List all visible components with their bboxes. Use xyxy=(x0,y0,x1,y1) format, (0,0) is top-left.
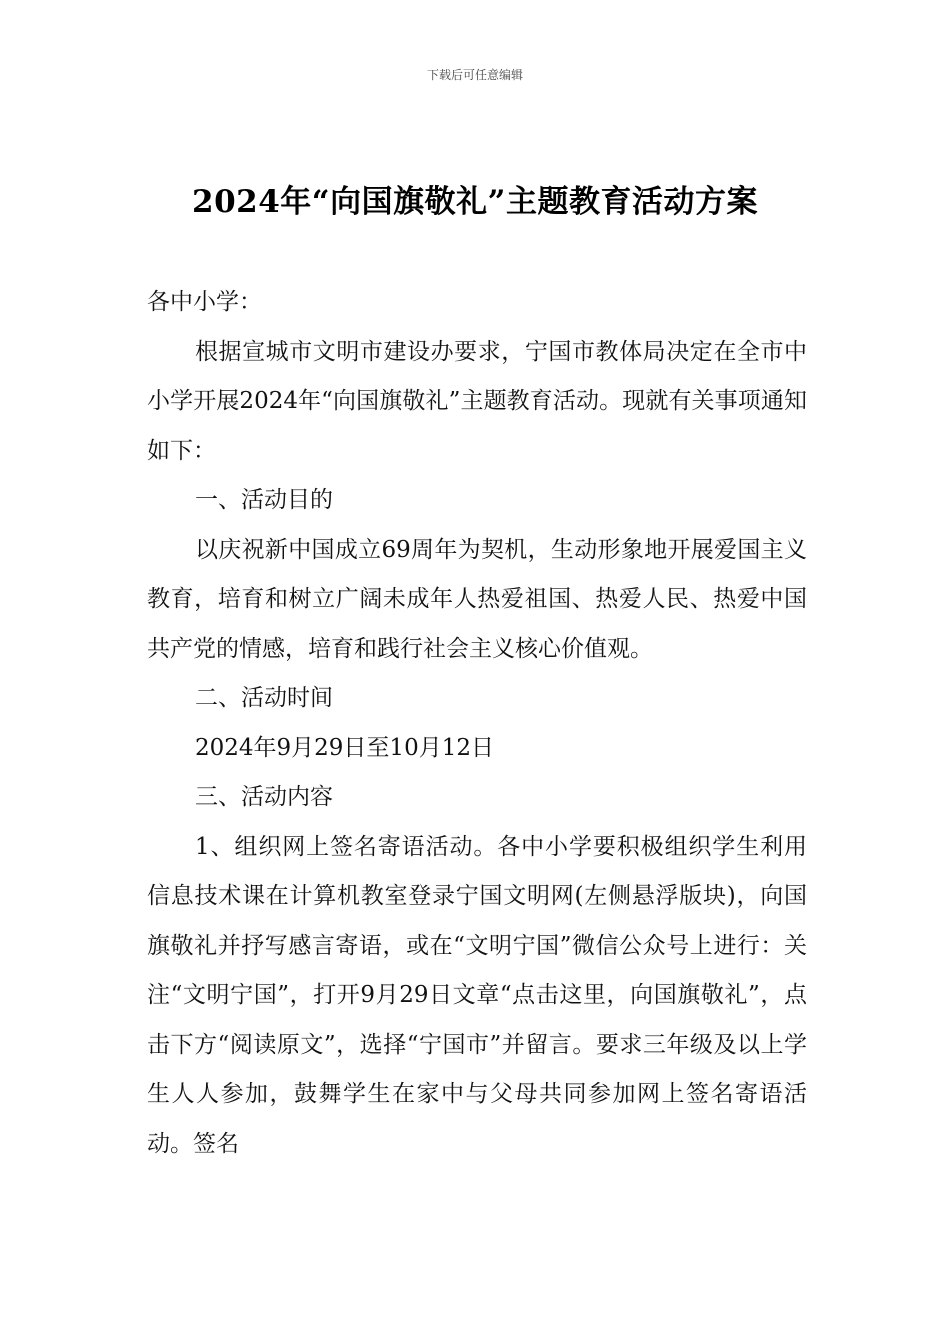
document-body xyxy=(147,278,807,1169)
section2-heading: 二、活动时间 xyxy=(195,685,333,711)
section2-paragraph: 2024年9月29日至10月12日 xyxy=(195,734,494,761)
section1-paragraph: 以庆祝新中国成立69周年为契机，生动形象地开展爱国主义教育，培育和树立广阔未成年人热爱祖国、热爱人民、热爱中国共产党的情感，培育和践行社会主义核心价值观。 xyxy=(147,536,807,662)
section3-heading: 三、活动内容 xyxy=(195,784,333,810)
salutation: 各中小学： xyxy=(147,289,262,315)
section1-heading: 一、活动目的 xyxy=(195,487,333,513)
header-note: 下载后可任意编辑 xyxy=(426,68,523,82)
document-title: 2024年“向国旗敬礼”主题教育活动方案 xyxy=(192,184,758,220)
intro-paragraph: 根据宣城市文明市建设办要求，宁国市教体局决定在全市中小学开展2024年“向国旗敬礼”主题教育活动。现就有关事项通知如下： xyxy=(147,338,807,464)
section3-item1-paragraph: 1、组织网上签名寄语活动。各中小学要积极组织学生利用信息技术课在计算机教室登录宁国文明网(左侧悬浮版块)，向国旗敬礼并抒写感言寄语，或在“文明宁国”微信公众号上进行：关注“文明宁国”，打开9月29日文章“点击这里，向国旗敬礼”，点击下方“阅读原文”，选择“宁国市”并留言。要求三年级及以上学生人人参加，鼓舞学生在家中与父母共同参加网上签名寄语活动。签名 xyxy=(147,833,807,1157)
